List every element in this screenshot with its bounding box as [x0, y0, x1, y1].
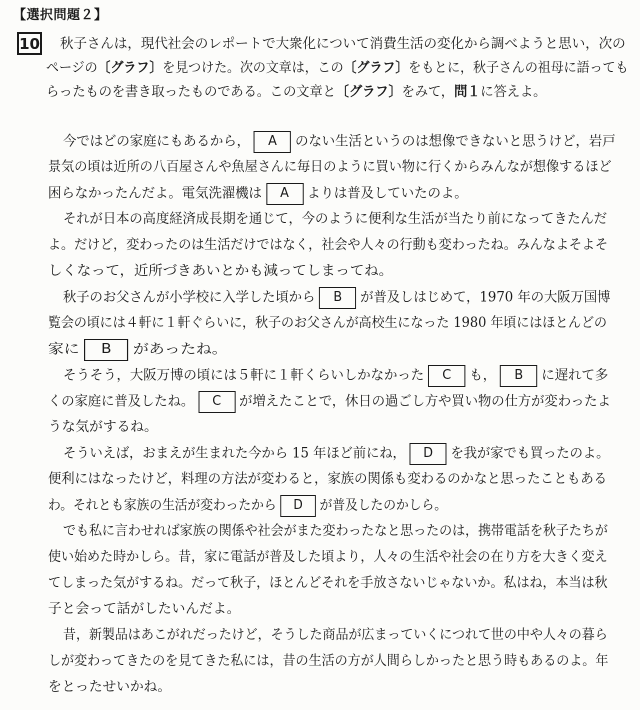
graph-ref: 〔グラフ〕: [343, 60, 409, 76]
p4-line-1: そうそう，大阪万博の頃には５軒に１軒くらいしかなかった C も， B に遅れて多: [63, 365, 608, 385]
intro-line-2: ページの〔グラフ〕を見つけた。次の文章は，この〔グラフ〕をもとに，秋子さんの祖母に語っても: [46, 60, 629, 76]
p6-line-4: 子と会って話がしたいんだよ。: [48, 601, 241, 617]
graph-ref: 〔グラフ〕: [97, 60, 163, 76]
p1-line-3: 困らなかったんだよ。電気洗濯機は A よりは普及していたのよ。: [48, 183, 468, 203]
graph-ref: 〔グラフ〕: [335, 84, 402, 100]
p1-line-2: 景気の頃は近所の八百屋さんや魚屋さんに毎日のように買い物に行くからみんなが想像するほど: [48, 159, 612, 175]
p6-line-1: でも私に言わせれば家族の関係や社会がまた変わったなと思ったのは，携帯電話を秋子たちが: [63, 523, 608, 539]
blank-box-b: B: [319, 287, 356, 309]
intro-line-1: 秋子さんは，現代社会のレポートで大衆化について消費生活の変化から調べようと思い，次の: [60, 36, 626, 52]
p6-line-3: てしまった気がするね。だって秋子，ほとんどそれを手放さないじゃないか。私はね，本当は秋: [48, 575, 608, 591]
p4-line-3: うな気がするね。: [48, 419, 158, 435]
p5-line-2: 便利にはなったけど，料理の方法が変わると，家族の関係も変わるのかなと思ったこともある: [48, 471, 607, 487]
p7-line-1: 昔，新製品はあこがれだったけど，そうした商品が広まっていくにつれて世の中や人々の暮ら: [63, 627, 608, 643]
p1-line-1: 今ではどの家庭にもあるから， A のない生活というのは想像できないと思うけど，岩戸: [63, 131, 616, 151]
intro-line-3: らったものを書き取ったものである。この文章と〔グラフ〕をみて，問１に答えよ。: [46, 84, 547, 100]
blank-box-b: B: [500, 365, 537, 387]
p7-line-2: しが変わってきたのを見てきた私には，昔の生活の方が人間らしかったと思う時もあるのよ。年: [48, 653, 609, 669]
p5-line-1: そういえば，おまえが生まれた今から 15 年ほど前にね， D を我が家でも買ったのよ。: [63, 443, 609, 463]
blank-box-c: C: [428, 365, 465, 387]
p2-line-3: しくなって，近所づきあいとかも減ってしまってね。: [48, 263, 393, 279]
p6-line-2: 使い始めた時かしら。昔，家に電話が普及した頃より，人々の生活や社会の在り方を大きく変え: [48, 549, 608, 565]
blank-box-c: C: [198, 391, 235, 413]
p3-line-2: 覧会の頃には４軒に１軒ぐらいに，秋子のお父さんが高校生になった 1980 年頃にはほとんどの: [48, 315, 607, 331]
p4-line-2: くの家庭に普及したね。 C が増えたことで，休日の過ごし方や買い物の仕方が変わったよ: [48, 391, 611, 411]
blank-box-a: A: [266, 183, 303, 205]
blank-box-d: D: [280, 495, 316, 517]
p2-line-2: よ。だけど，変わったのは生活だけではなく，社会や人々の行動も変わったね。みんなよそよそ: [48, 237, 608, 253]
blank-box-d: D: [410, 443, 447, 465]
p3-line-1: 秋子のお父さんが小学校に入学した頃から B が普及しはじめて，1970 年の大阪万国博: [63, 287, 610, 307]
section-title: 【選択問題２】: [13, 8, 108, 23]
blank-box-a: A: [254, 131, 291, 153]
p7-line-3: をとったせいかね。: [48, 679, 172, 695]
question-ref: 問１: [454, 84, 481, 100]
question-number: 10: [17, 32, 42, 55]
p3-line-3: 家に B があったね。: [48, 339, 228, 359]
p2-line-1: それが日本の高度経済成長期を通じて，今のように便利な生活が当たり前になってきたんだ: [63, 211, 608, 227]
p5-line-3: わ。それとも家族の生活が変わったから D が普及したのかしら。: [48, 495, 447, 515]
blank-box-b: B: [84, 339, 128, 361]
